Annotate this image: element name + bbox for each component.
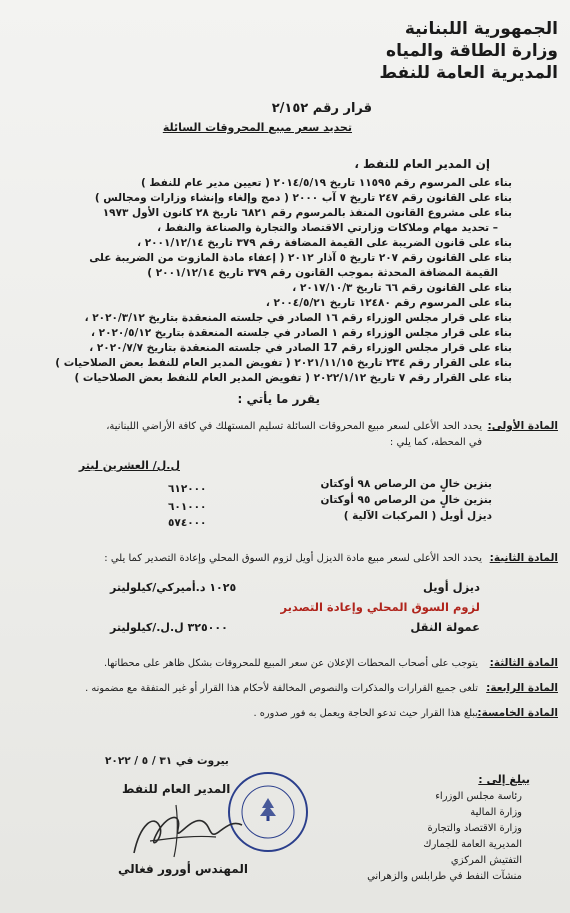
article1-text: يحدد الحد الأعلى لسعر مبيع المحروقات السائلة تسليم المستهلك في كافة الأراضي اللبنانية، xyxy=(106,421,482,432)
product-name: بنزين خالٍ من الرصاص ٩٥ أوكتان xyxy=(320,494,492,506)
product-price: ٦١٢٠٠٠ xyxy=(168,483,207,495)
article1-text-2: في المحطة، كما يلي : xyxy=(389,437,482,448)
signatory-title: المدير العام للنفط xyxy=(122,782,231,796)
preamble-line: القيمة المضافة المحدثة بموجب القانون رقم ٣٧٩ تاريخ ٢٠٠١/١٢/١٤ ) xyxy=(147,267,498,279)
preamble-line: بناء على القرار رقم ٧ تاريخ ٢٠٢٢/١/١٢ ( تفويض المدير العام للنفط بعض الصلاحيات ) xyxy=(74,372,512,384)
article2-text: يحدد الحد الأعلى لسعر مبيع مادة الديزل أويل لزوم السوق المحلي وإعادة التصدير كما يلي : xyxy=(104,553,482,564)
article3-label: المادة الثالثة: xyxy=(489,657,558,669)
preamble-line: بناء على القانون رقم ٦٦ تاريخ ٢٠١٧/١٠/٣ ، xyxy=(292,282,512,294)
header-ministry: وزارة الطاقة والمياه xyxy=(386,41,558,61)
preamble-line: بناء على قرار مجلس الوزراء رقم ١ الصادر في جلسته المنعقدة بتاريخ ٢٠٢٠/٥/١٢ ، xyxy=(91,327,512,339)
article5-label: المادة الخامسة: xyxy=(477,707,558,719)
preamble-line: بناء على قرار مجلس الوزراء رقم 17 الصادر في جلسته المنعقدة بتاريخ ٢٠٢٠/٧/٧ ، xyxy=(89,342,512,354)
product-name: ديزل أويل ( المركبات الآلية ) xyxy=(343,510,492,522)
handwritten-signature xyxy=(120,795,250,865)
article4-text: تلغى جميع القرارات والمذكرات والنصوص المخالفة لأحكام هذا القرار أو غير المتفقة مع مضمونه . xyxy=(85,683,478,694)
preamble-line: بناء على القانون رقم ٢٤٧ تاريخ ٧ آب ٢٠٠٠ ( دمج وإلغاء وإنشاء وزارات ومجالس ) xyxy=(94,192,512,204)
product-name: بنزين خالٍ من الرصاص ٩٨ أوكتان xyxy=(320,478,492,490)
preamble-line: بناء على القانون رقم ٢٠٧ تاريخ ٥ آذار ٢٠١٢ ( إعفاء مادة المازوت من الضريبة على xyxy=(89,252,512,264)
preamble-line: بناء على المرسوم رقم ١١٥٩٥ تاريخ ٢٠١٤/٥/١٩ ( تعيين مدير عام للنفط ) xyxy=(140,177,512,189)
product-price: ٥٧٤٠٠٠ xyxy=(168,517,207,529)
product-price: ٦٠١٠٠٠ xyxy=(168,501,207,513)
distribution-item: وزارة المالية xyxy=(470,807,522,818)
decision-subject: تحديد سعر مبيع المحروقات السائلة xyxy=(162,121,352,134)
preamble-line: بناء على القرار رقم ٢٣٤ تاريخ ٢٠٢١/١١/١٥ ( تفويض المدير العام للنفط بعض الصلاحيات ) xyxy=(55,357,512,369)
distribution-item: المديرية العامة للجمارك xyxy=(423,839,522,850)
preamble-line: – تحديد مهام وملاكات وزارتي الاقتصاد والتجارة والصناعة والنفط ، xyxy=(157,222,498,234)
transport-commission-label: عمولة النقل xyxy=(410,620,480,634)
header-republic: الجمهورية اللبنانية xyxy=(404,19,558,39)
local-market-export: لزوم السوق المحلي وإعادة التصدير xyxy=(280,600,480,614)
preamble-line: بناء على المرسوم رقم ١٢٤٨٠ تاريخ ٢٠٠٤/٥/٢١ ، xyxy=(265,297,512,309)
distribution-item: منشآت النفط في طرابلس والزهراني xyxy=(367,871,522,882)
decision-number: قرار رقم ٢/١٥٢ xyxy=(271,101,372,116)
diesel-usd-price: ١٠٢٥ د.أميركي/كيلوليتر xyxy=(110,581,237,594)
preamble-intro: إن المدير العام للنفط ، xyxy=(354,157,490,171)
preamble-line: بناء على مشروع القانون المنفذ بالمرسوم رقم ٦٨٢١ تاريخ ٢٨ كانون الأول ١٩٧٣ xyxy=(102,207,512,219)
preamble-line: بناء على قرار مجلس الوزراء رقم ١٦ الصادر في جلسته المنعقدة بتاريخ ٢٠٢٠/٣/١٢ ، xyxy=(84,312,512,324)
article5-text: يبلغ هذا القرار حيث تدعو الحاجة ويعمل به فور صدوره . xyxy=(253,708,478,719)
distribution-item: وزارة الاقتصاد والتجارة xyxy=(427,823,522,834)
article4-label: المادة الرابعة: xyxy=(486,682,558,694)
preamble-line: بناء على قانون الضريبة على القيمة المضافة رقم ٣٧٩ تاريخ ٢٠٠١/١٢/١٤ ، xyxy=(137,237,512,249)
article2-label: المادة الثانية: xyxy=(489,552,558,564)
distribution-item: التفتيش المركزي xyxy=(450,855,522,866)
issue-date: بيروت في ٣١ / ٥ / ٢٠٢٢ xyxy=(105,755,229,767)
transport-commission-price: ٣٢٥٠٠٠ ل.ل./كيلوليتر xyxy=(110,621,228,634)
article3-text: يتوجب على أصحاب المحطات الإعلان عن سعر المبيع للمحروقات بشكل ظاهر على محطاتها. xyxy=(104,658,478,669)
header-directorate: المديرية العامة للنفط xyxy=(379,63,558,83)
price-column-header: ل.ل/ العشرين ليتر xyxy=(78,459,180,472)
decides-heading: يقرر ما يأتي : xyxy=(237,392,320,406)
distribution-title: يبلغ إلى : xyxy=(478,773,530,786)
distribution-item: رئاسة مجلس الوزراء xyxy=(435,791,522,802)
diesel-label: ديزل أويل xyxy=(422,580,480,594)
signatory-name: المهندس أورور فغالي xyxy=(118,862,248,876)
article1-label: المادة الأولى: xyxy=(487,420,558,432)
